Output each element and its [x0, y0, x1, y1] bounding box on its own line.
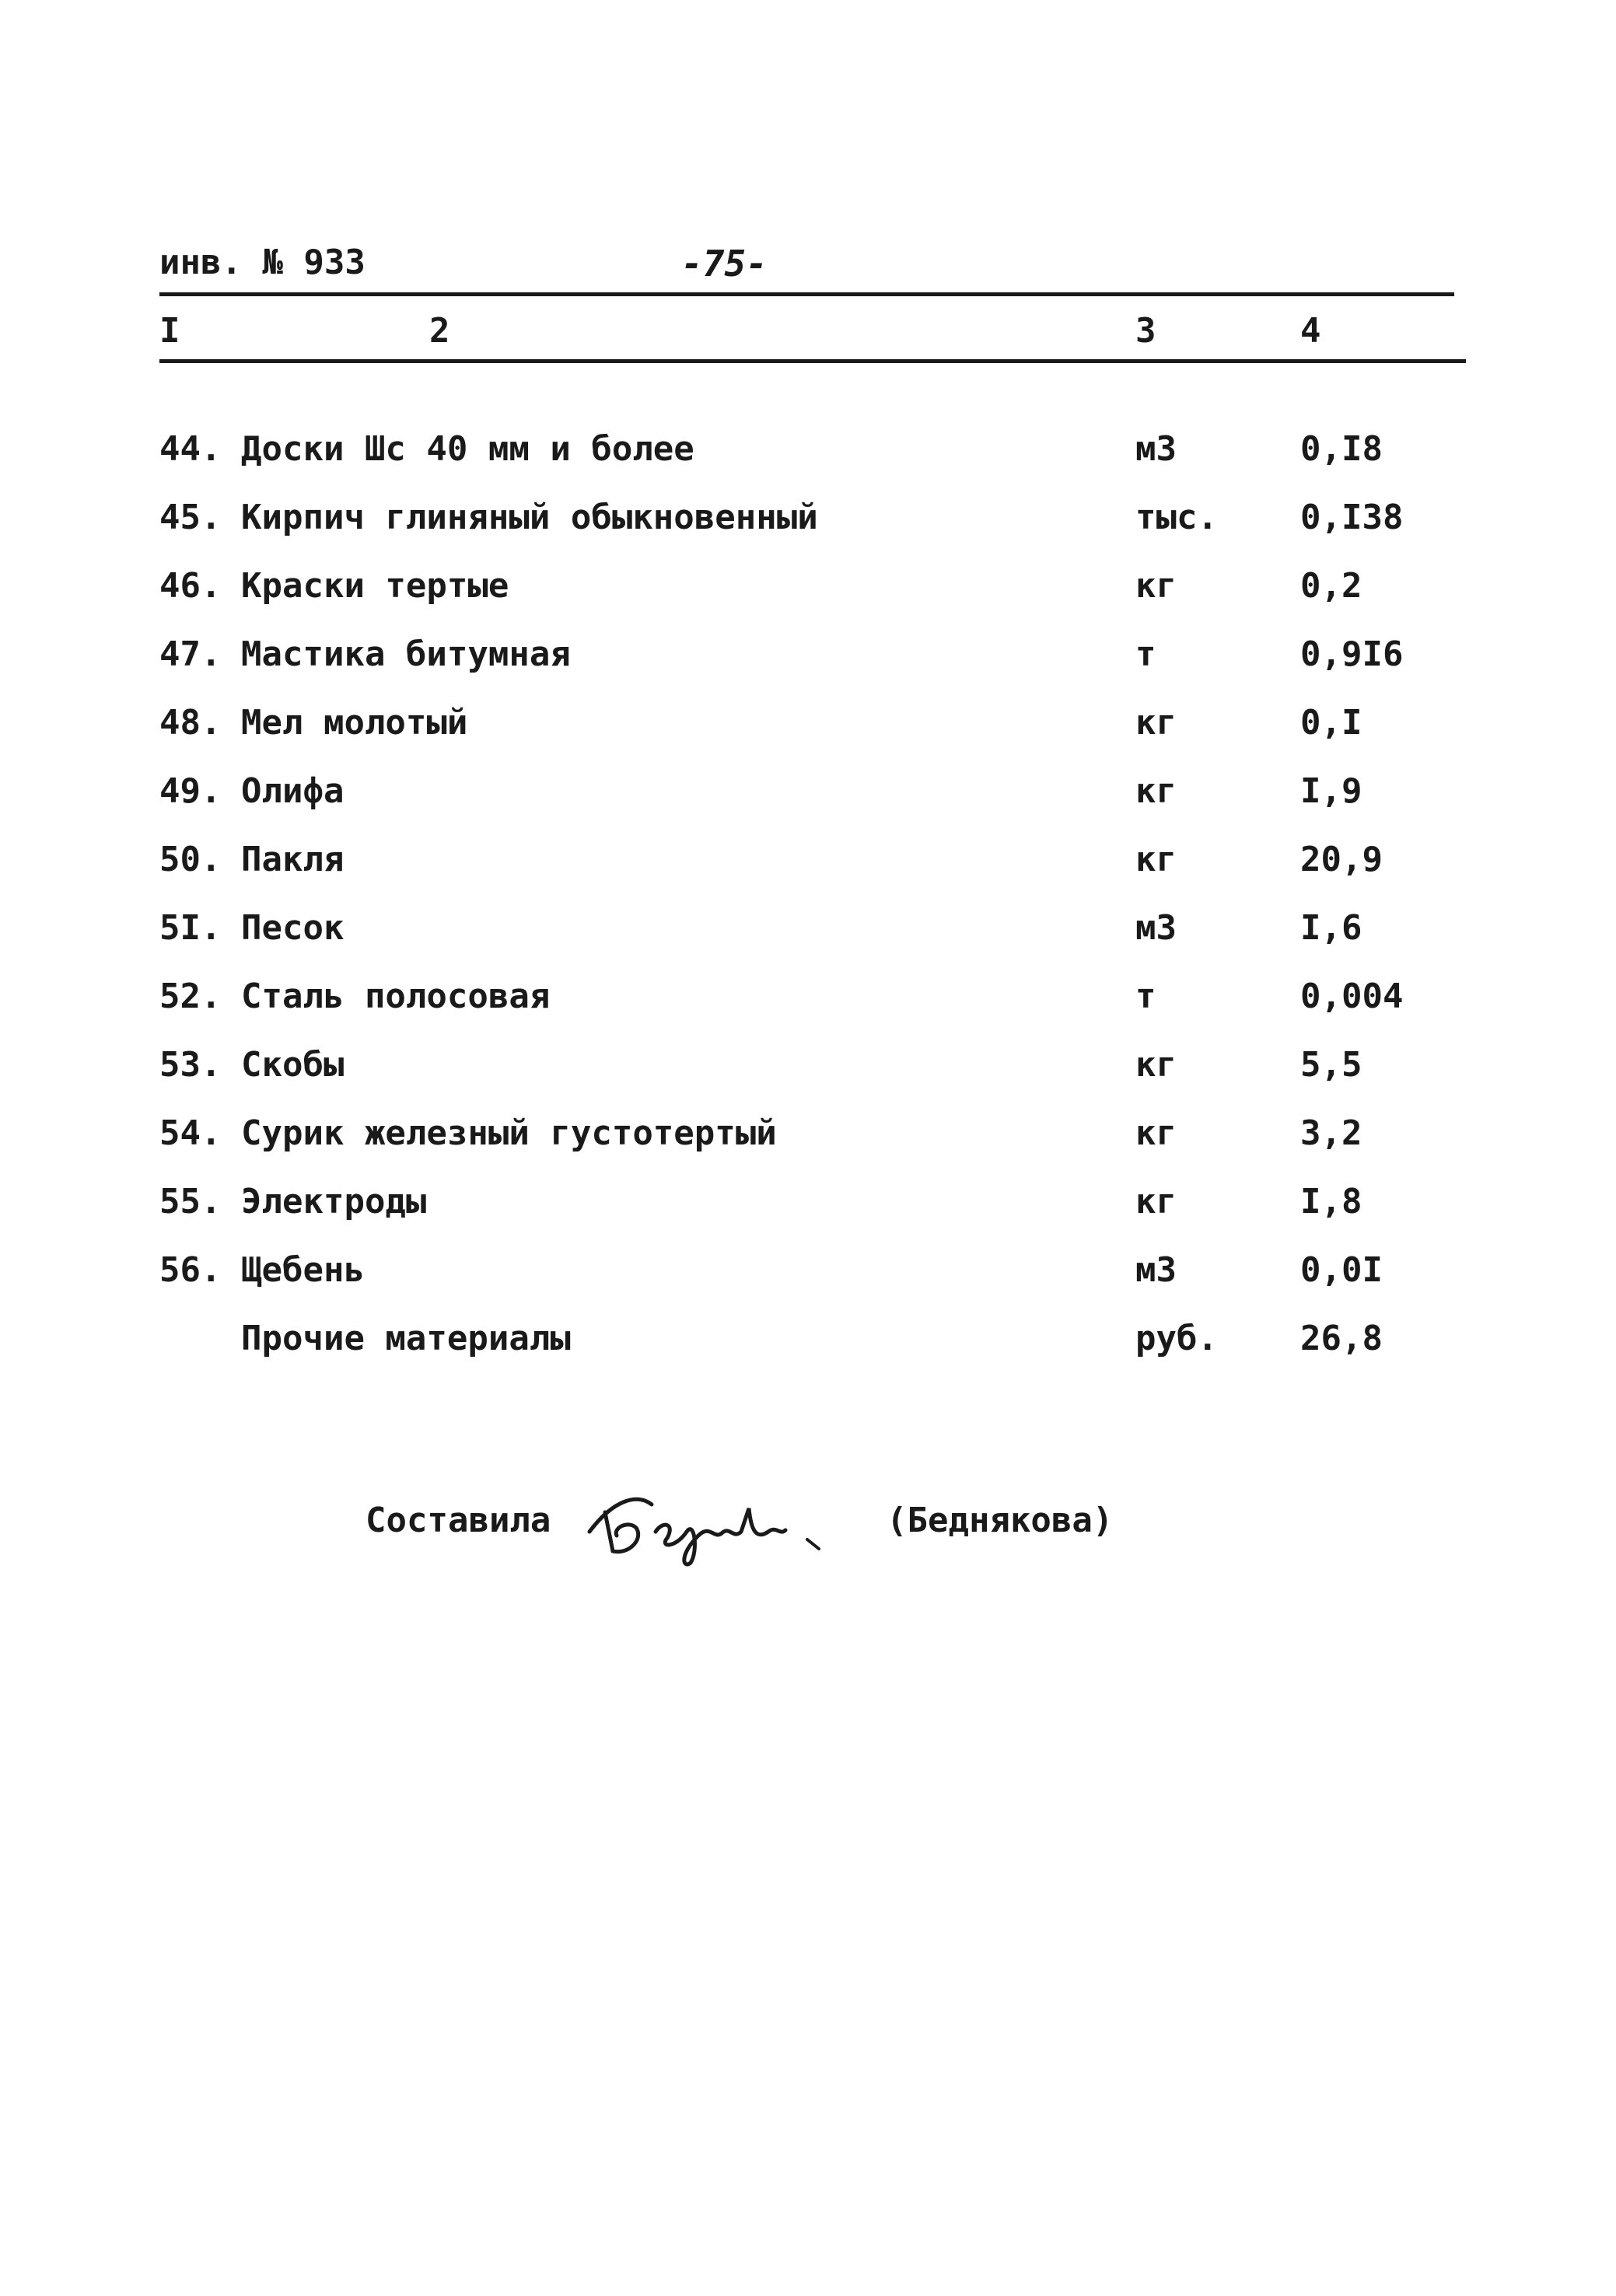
- table-row: [0, 498, 1616, 560]
- material-name: Сталь полосовая: [241, 977, 551, 1016]
- row-number: 5I.: [159, 908, 222, 948]
- material-name: Мастика битумная: [241, 634, 571, 674]
- material-name: Сурик железный густотертый: [241, 1113, 777, 1153]
- unit: кг: [1135, 703, 1177, 743]
- quantity: I,9: [1300, 771, 1362, 811]
- row-number: 50.: [159, 840, 222, 879]
- unit: кг: [1135, 840, 1177, 879]
- compiler-name: (Беднякова): [887, 1501, 1114, 1540]
- row-number: 55.: [159, 1182, 222, 1221]
- quantity: I,6: [1300, 908, 1362, 948]
- unit: м3: [1135, 429, 1177, 469]
- top-rule: [159, 292, 1454, 296]
- quantity: 20,9: [1300, 840, 1383, 879]
- quantity: 0,9I6: [1300, 634, 1404, 674]
- row-number: 52.: [159, 977, 222, 1016]
- unit: руб.: [1135, 1319, 1218, 1358]
- material-name: Кирпич глиняный обыкновенный: [241, 498, 818, 537]
- table-row: [0, 1319, 1616, 1381]
- table-row: [0, 566, 1616, 628]
- unit: м3: [1135, 1250, 1177, 1290]
- page-number: -75-: [681, 243, 768, 285]
- quantity: 0,I: [1300, 703, 1362, 743]
- material-name: Электроды: [241, 1182, 427, 1221]
- material-name: Краски тертые: [241, 566, 509, 606]
- row-number: 56.: [159, 1250, 222, 1290]
- quantity: 26,8: [1300, 1319, 1383, 1358]
- unit: м3: [1135, 908, 1177, 948]
- column-header-2: 2: [429, 311, 450, 351]
- material-name: Пакля: [241, 840, 345, 879]
- quantity: 3,2: [1300, 1113, 1362, 1153]
- quantity: I,8: [1300, 1182, 1362, 1221]
- table-row: [0, 1045, 1616, 1107]
- inventory-number: инв. № 933: [159, 243, 366, 282]
- unit: кг: [1135, 566, 1177, 606]
- material-name: Щебень: [241, 1250, 365, 1290]
- unit: кг: [1135, 1113, 1177, 1153]
- table-row: [0, 977, 1616, 1039]
- unit: кг: [1135, 1045, 1177, 1085]
- row-number: 54.: [159, 1113, 222, 1153]
- unit: тыс.: [1135, 498, 1218, 537]
- table-row: [0, 908, 1616, 970]
- row-number: 49.: [159, 771, 222, 811]
- table-row: [0, 771, 1616, 833]
- header-rule: [159, 359, 1466, 363]
- quantity: 0,2: [1300, 566, 1362, 606]
- quantity: 0,I8: [1300, 429, 1383, 469]
- column-header-3: 3: [1135, 311, 1156, 351]
- unit: т: [1135, 977, 1156, 1016]
- quantity: 0,004: [1300, 977, 1404, 1016]
- column-header-4: 4: [1300, 311, 1321, 351]
- handwritten-signature: [582, 1477, 838, 1571]
- table-row: [0, 1113, 1616, 1176]
- unit: т: [1135, 634, 1156, 674]
- row-number: 48.: [159, 703, 222, 743]
- unit: кг: [1135, 1182, 1177, 1221]
- row-number: 53.: [159, 1045, 222, 1085]
- table-row: [0, 1250, 1616, 1312]
- table-row: [0, 703, 1616, 765]
- table-row: [0, 429, 1616, 491]
- material-name: Мел молотый: [241, 703, 468, 743]
- quantity: 5,5: [1300, 1045, 1362, 1085]
- material-name: Скобы: [241, 1045, 345, 1085]
- column-header-1: I: [159, 311, 180, 351]
- unit: кг: [1135, 771, 1177, 811]
- row-number: 44.: [159, 429, 222, 469]
- row-number: 46.: [159, 566, 222, 606]
- material-name: Прочие материалы: [241, 1319, 571, 1358]
- quantity: 0,I38: [1300, 498, 1404, 537]
- material-name: Песок: [241, 908, 345, 948]
- material-name: Олифа: [241, 771, 345, 811]
- table-row: [0, 634, 1616, 697]
- quantity: 0,0I: [1300, 1250, 1383, 1290]
- compiled-by-label: Составила: [366, 1501, 551, 1540]
- row-number: 47.: [159, 634, 222, 674]
- material-name: Доски Шс 40 мм и более: [241, 429, 694, 469]
- table-row: [0, 840, 1616, 902]
- table-row: [0, 1182, 1616, 1244]
- row-number: 45.: [159, 498, 222, 537]
